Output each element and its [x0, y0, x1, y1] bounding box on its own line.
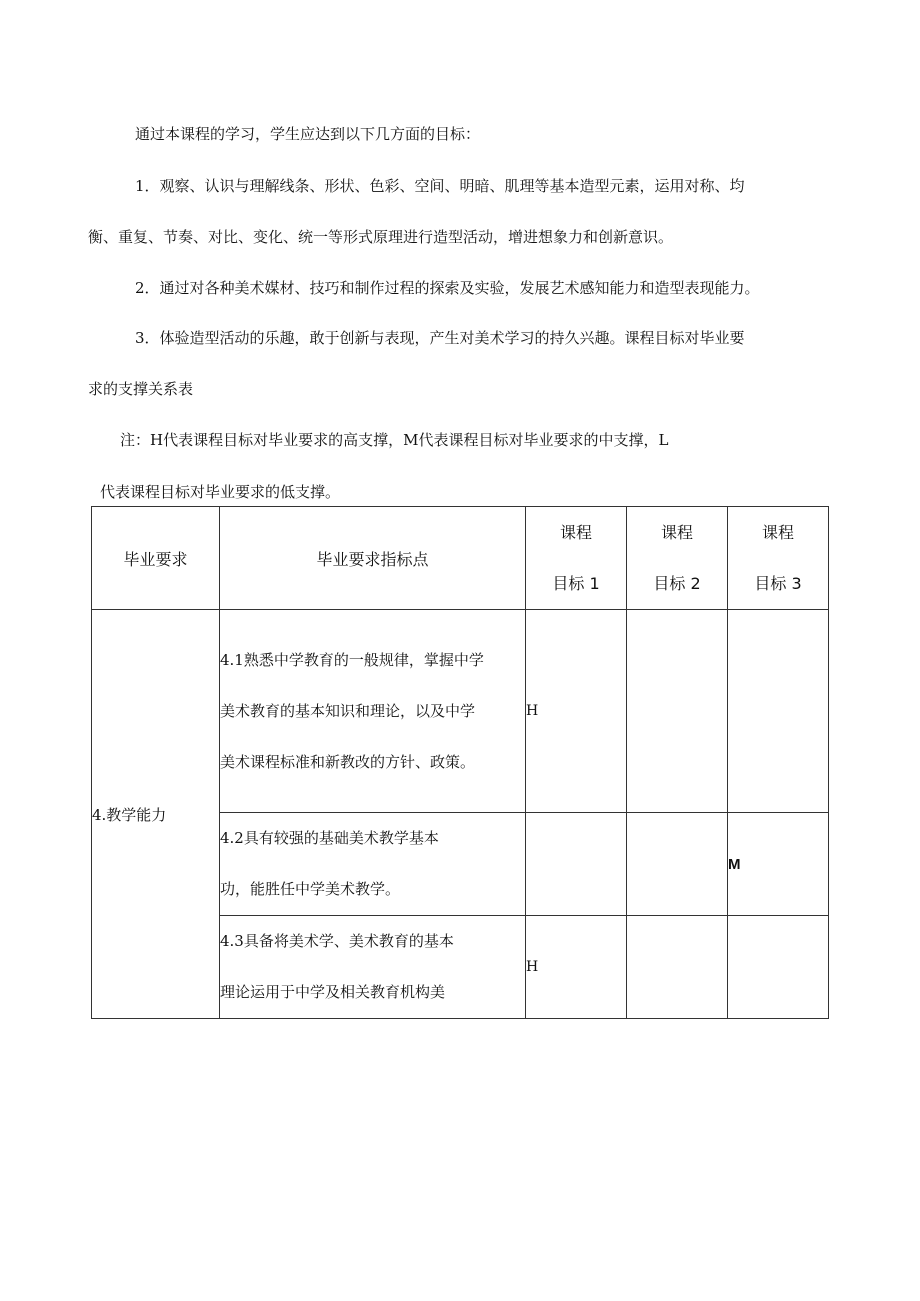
indicator-line: 4.1熟悉中学教育的一般规律，掌握中学 — [220, 650, 484, 669]
header-goal-3-line-1: 课程 — [761, 523, 794, 542]
requirement-cell: 4.教学能力 — [92, 610, 220, 1019]
goal-2-cell — [627, 916, 728, 1019]
indicator-line: 功，能胜任中学美术教学。 — [220, 880, 401, 898]
goal-2: 2．通过对各种美术媒材、技巧和制作过程的探索及实验，发展艺术感知能力和造型表现能力。 — [135, 279, 760, 297]
header-goal-1-line-2: 目标 1 — [552, 574, 600, 593]
goal-1-line-2: 衡、重复、节奏、对比、变化、统一等形式原理进行造型活动，增进想象力和创新意识。 — [88, 228, 674, 246]
goal-1-cell: H — [526, 916, 627, 1019]
header-goal-1-line-1: 课程 — [559, 523, 592, 542]
header-requirement: 毕业要求 — [92, 507, 220, 610]
indicator-cell — [220, 610, 526, 813]
table-row — [92, 610, 829, 813]
indicator-line: 美术教育的基本知识和理论，以及中学 — [220, 701, 476, 720]
table-header-row — [92, 507, 829, 610]
goal-1-line-1: 1．观察、认识与理解线条、形状、色彩、空间、明暗、肌理等基本造型元素，运用对称、均 — [135, 177, 745, 195]
goal-1-cell: H — [526, 610, 627, 813]
goal-3-cell — [728, 610, 829, 813]
goal-3-line-1: 3．体验造型活动的乐趣，敢于创新与表现，产生对美术学习的持久兴趣。课程目标对毕业要 — [135, 329, 745, 347]
indicator-line: 4.2具有较强的基础美术教学基本 — [220, 829, 439, 847]
header-goal-2-line-1: 课程 — [660, 523, 693, 542]
header-goal-2-line-2: 目标 2 — [653, 574, 701, 593]
header-goal-1 — [526, 507, 627, 610]
note-line-1: 注：H代表课程目标对毕业要求的高支撑，M代表课程目标对毕业要求的中支撑，L — [120, 431, 669, 449]
indicator-line: 理论运用于中学及相关教育机构美 — [220, 983, 446, 1001]
header-goal-3 — [728, 507, 829, 610]
header-indicator: 毕业要求指标点 — [220, 507, 526, 610]
goal-1-cell — [526, 813, 627, 916]
goal-2-cell — [627, 813, 728, 916]
indicator-line: 美术课程标准和新教改的方针、政策。 — [220, 752, 476, 771]
intro-paragraph: 通过本课程的学习，学生应达到以下几方面的目标： — [135, 125, 481, 143]
goal-3-line-2: 求的支撑关系表 — [88, 380, 194, 398]
indicator-cell — [220, 813, 526, 916]
note-line-2: 代表课程目标对毕业要求的低支撑。 — [100, 483, 341, 501]
goal-3-cell — [728, 916, 829, 1019]
goal-2-cell — [627, 610, 728, 813]
support-relationship-table — [91, 506, 829, 1019]
header-goal-3-line-2: 目标 3 — [754, 574, 802, 593]
header-goal-2 — [627, 507, 728, 610]
goal-3-cell: M — [728, 813, 829, 916]
indicator-cell — [220, 916, 526, 1019]
indicator-line: 4.3具备将美术学、美术教育的基本 — [220, 932, 454, 950]
